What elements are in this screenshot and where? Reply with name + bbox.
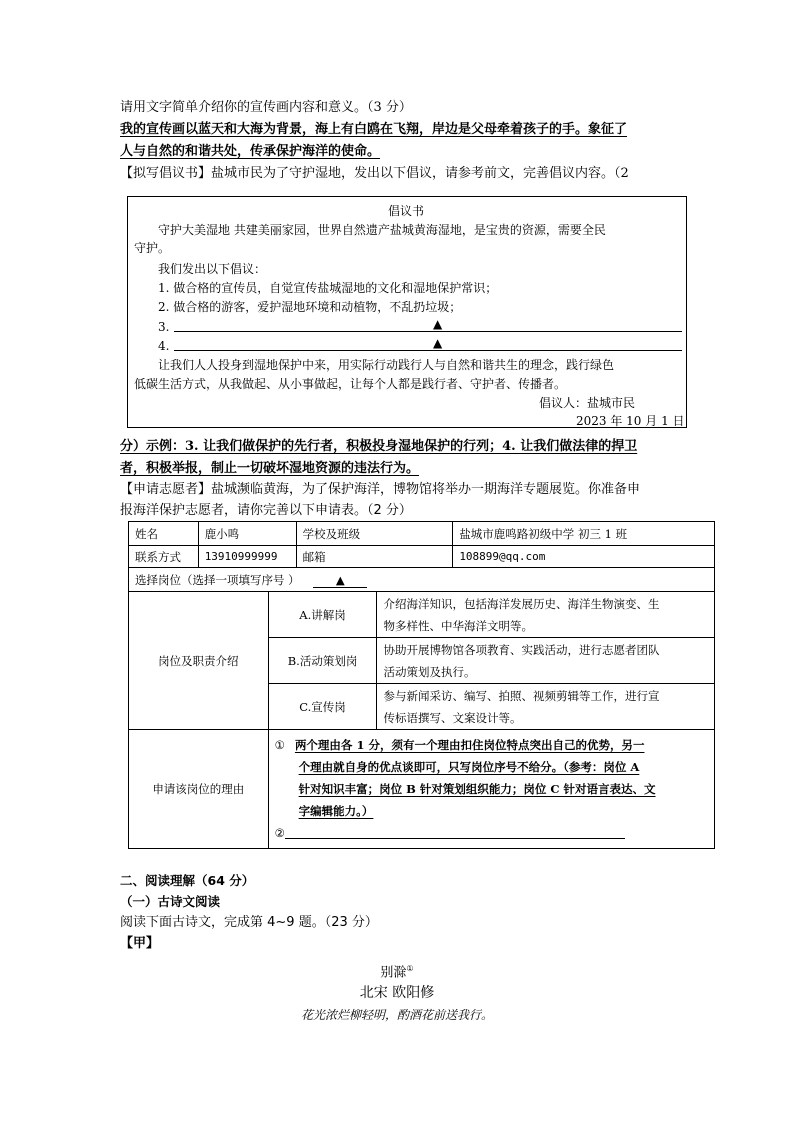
triangle-marker-3: ▲: [433, 317, 443, 331]
proposal-item3: 3.: [158, 320, 170, 334]
answer-line-2: 人与自然的和谐共处，传承保护海洋的使命。: [120, 144, 381, 159]
school-label: 学校及班级: [296, 522, 453, 546]
poem-line-1: 花光浓烂柳轻明，酌酒花前送我行。: [300, 1008, 493, 1022]
answer-line-1: 我的宣传画以蓝天和大海为背景，海上有白鸥在飞翔，岸边是父母牵着孩子的手。象征了: [120, 122, 628, 137]
proposal-para1: 守护大美湿地 共建美丽家园，世界自然遗产盐城黄海湿地，是宝贵的资源，需要全民: [158, 223, 606, 237]
post-b-desc: [377, 638, 715, 684]
post-b-desc-1: 协助开展博物馆各项教育、实践活动，进行志愿者团队: [383, 642, 660, 657]
proposal-prompt: 【拟写倡议书】盐城市民为了守护湿地，发出以下倡议，请参考前文，完善倡议内容。（2: [120, 166, 629, 181]
email-value[interactable]: 108899@qq.com: [453, 546, 715, 568]
poem-note: ①: [406, 964, 414, 973]
proposal-lead: 我们发出以下倡议：: [158, 262, 267, 276]
application-form: [128, 521, 715, 849]
reason-num-2: ②: [274, 826, 285, 840]
post-c-desc: [377, 684, 715, 730]
post-b-name: B.活动策划岗: [268, 638, 377, 684]
duty-label: 岗位及职责介绍: [129, 592, 269, 730]
proposal-title: 倡议书: [388, 204, 425, 218]
poem-title-row: [0, 958, 794, 984]
post-a-desc-2: 物多样性、中华海洋文明等。: [383, 618, 533, 633]
proposal-signer: 倡议人：盐城市民: [539, 396, 636, 410]
name-value[interactable]: 鹿小鸣: [198, 522, 296, 546]
proposal-answer-2: 者，积极举报，制止一切破坏湿地资源的违法行为。: [120, 461, 420, 476]
proposal-close2: 低碳生活方式，从我做起、从小事做起，让每个人都是践行者、守护者、传播者。: [134, 377, 567, 391]
school-value[interactable]: 盐城市鹿鸣路初级中学 初三 1 班: [453, 522, 715, 546]
reason-num-1: ①: [274, 738, 285, 752]
proposal-answer-1: 分）示例：3. 让我们做保护的先行者，积极投身湿地保护的行列；4. 让我们做法律的捍卫: [120, 439, 638, 454]
proposal-box: [127, 196, 687, 428]
email-label: 邮箱: [296, 546, 453, 568]
reason-line-2: 个理由就自身的优点谈即可，只写岗位序号不给分。（参考：岗位 A: [298, 760, 640, 774]
post-b-desc-2: 活动策划及执行。: [383, 664, 476, 679]
item4-blank[interactable]: [174, 350, 682, 351]
proposal-item4: 4.: [158, 339, 170, 353]
post-marker: ▲: [335, 572, 345, 587]
reason-line-3: 针对知识丰富；岗位 B 针对策划组织能力；岗位 C 针对语言表达、文: [298, 782, 656, 796]
volunteer-prompt-2: 报海洋保护志愿者，请你完善以下申请表。（2 分）: [120, 503, 412, 518]
reason-2-blank[interactable]: [285, 838, 625, 839]
reason-cell[interactable]: [268, 730, 714, 849]
post-c-name: C.宣传岗: [268, 684, 377, 730]
post-choice-field[interactable]: [313, 573, 367, 588]
post-a-desc-1: 介绍海洋知识，包括海洋发展历史、海洋生物演变、生: [383, 596, 660, 611]
proposal-date: 2023 年 10 月 1 日: [576, 414, 685, 428]
post-label: 选择岗位（选择一项填写序号 ）: [135, 572, 300, 587]
poem-author: 北宋 欧阳修: [359, 985, 435, 1001]
item3-blank[interactable]: [174, 331, 682, 332]
contact-value[interactable]: 13910999999: [198, 546, 296, 568]
post-a-desc: [377, 592, 715, 638]
triangle-marker-4: ▲: [433, 336, 443, 350]
proposal-item2: 2. 做合格的游客，爱护湿地环境和动植物，不乱扔垃圾；: [158, 300, 462, 314]
post-a-name: A.讲解岗: [268, 592, 377, 638]
reason-line-1: 两个理由各 1 分，须有一个理由扣住岗位特点突出自己的优势，另一: [294, 738, 645, 752]
question-text: 请用文字简单介绍你的宣传画内容和意义。（3 分）: [120, 100, 412, 115]
proposal-close1: 让我们人人投身到湿地保护中来，用实际行动践行人与自然和谐共生的理念，践行绿色: [158, 358, 615, 372]
contact-label: 联系方式: [129, 546, 199, 568]
name-label: 姓名: [129, 522, 199, 546]
volunteer-prompt-1: 【申请志愿者】盐城濒临黄海，为了保护海洋，博物馆将举办一期海洋专题展览。你准备申: [120, 482, 641, 497]
section-title: 二、阅读理解（64 分）: [120, 873, 255, 888]
post-c-desc-2: 传标语撰写、文案设计等。: [383, 710, 522, 725]
proposal-para1b: 守护。: [134, 241, 171, 255]
post-c-desc-1: 参与新闻采访、编写、拍照、视频剪辑等工作，进行宣: [383, 688, 660, 703]
reason-label: 申请该岗位的理由: [129, 730, 269, 849]
proposal-item1: 1. 做合格的宣传员，自觉宣传盐城湿地的文化和湿地保护常识；: [158, 281, 498, 295]
section-tag: 【甲】: [120, 936, 160, 951]
poem-title: 别滁: [380, 965, 407, 981]
reason-line-4: 字编辑能力。）: [298, 804, 374, 818]
section-instruction: 阅读下面古诗文，完成第 4~9 题。（23 分）: [120, 915, 378, 930]
section-subtitle: （一）古诗文阅读: [120, 894, 221, 909]
